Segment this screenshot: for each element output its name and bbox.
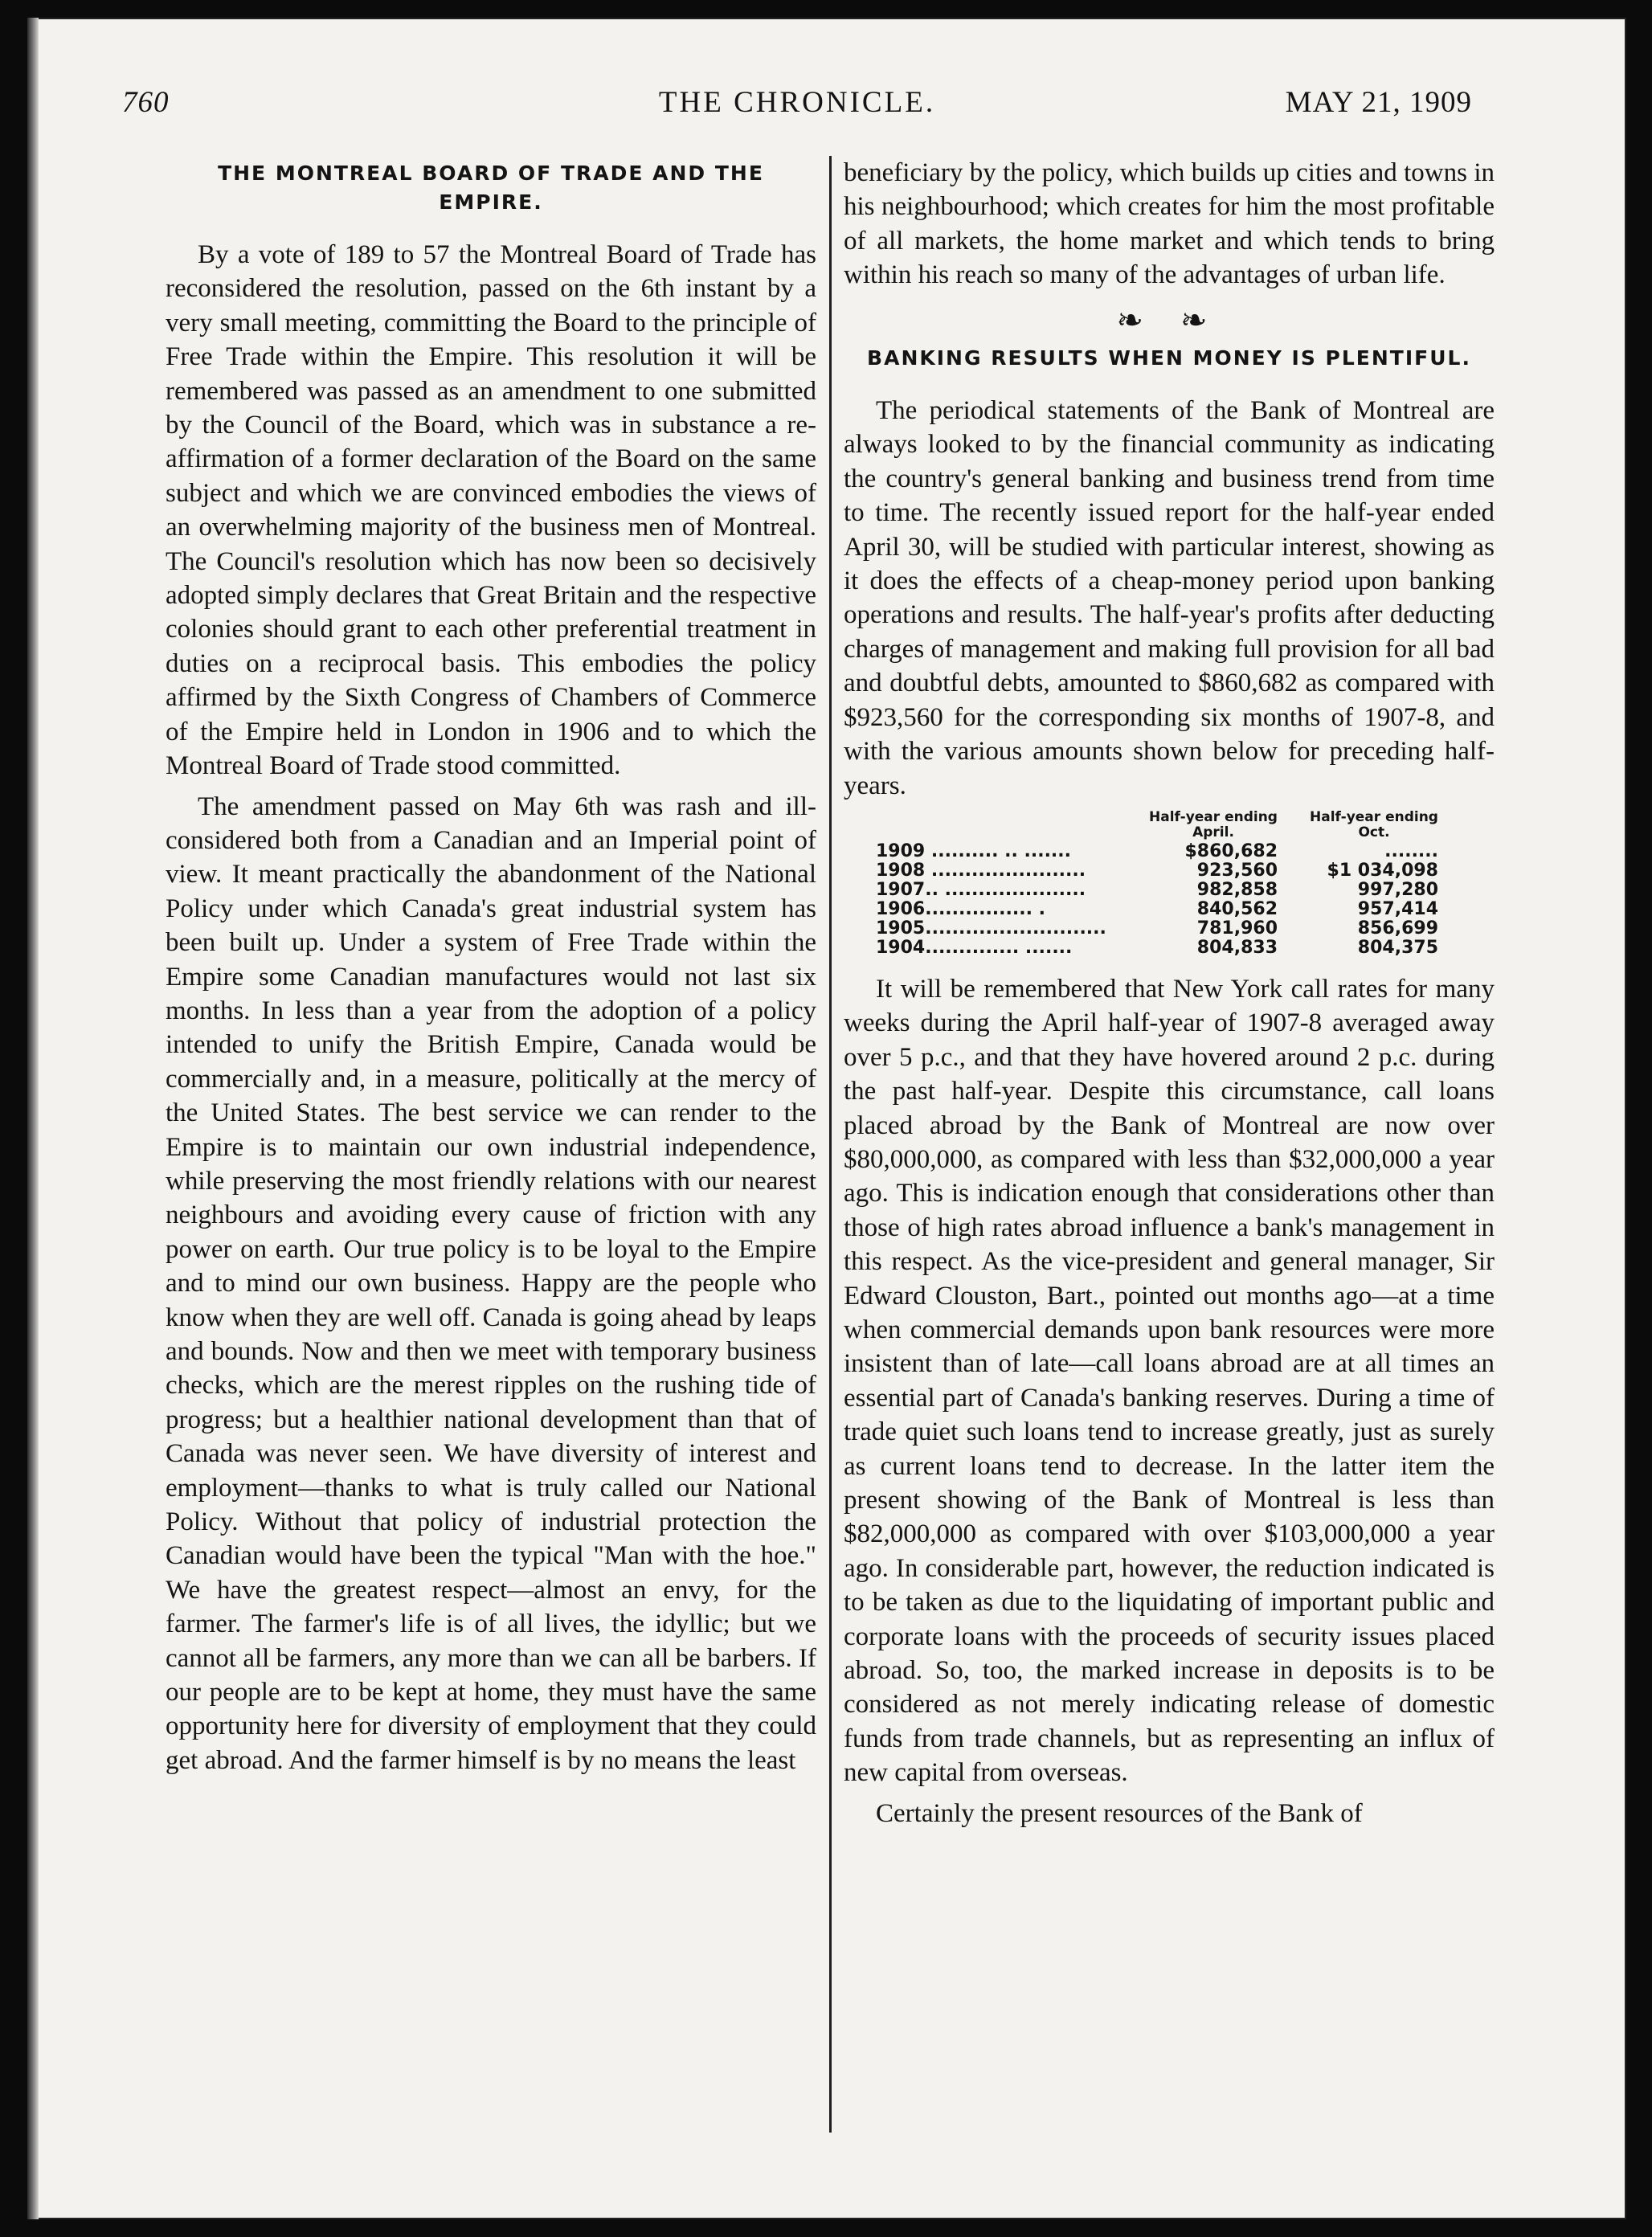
table-cell-october: 957,414 — [1357, 898, 1438, 919]
page-number: 760 — [122, 86, 170, 119]
table-cell-april: 982,858 — [1196, 879, 1278, 900]
table-row — [876, 939, 1454, 958]
table-cell-year: 1904.............. ....... — [876, 938, 1073, 958]
table-cell-april: 781,960 — [1196, 918, 1278, 939]
article-paragraph: Certainly the present resources of the Bank of — [876, 1798, 1363, 1828]
table-row — [876, 900, 1454, 919]
article-paragraph: By a vote of 189 to 57 the Montreal Board of Trade has reconsidered the resolution, passed on the 6th instant by a very small meeting, committing the Board to the principle of Free Trade within the Empire. This resolution it will be remembered was passed as an amendment to one submitted by the Council of the Board, which was in substance a re-affirmation of a former declaration of the Board on the same subject and which we are convinced embodies the views of an overwhelming majority of the business men of Montreal. The Council's resolution which has now been so decisively adopted simply declares that Great Britain and the respective colonies should grant to each other preferential treatment in duties on a reciprocal basis. This embodies the policy affirmed by the Sixth Congress of Chambers of Commerce of the Empire held in London in 1906 and to which the Montreal Board of Trade stood committed. — [166, 240, 816, 781]
page-header — [122, 85, 1472, 127]
table-header-april: Half-year ending April. — [1149, 808, 1278, 840]
right-column — [844, 156, 1495, 1837]
article-headline-banking-results: BANKING RESULTS WHEN MONEY IS PLENTIFUL. — [867, 346, 1471, 370]
article-headline-board-of-trade: THE MONTREAL BOARD OF TRADE AND THE EMPIRE. — [218, 162, 764, 214]
table-row — [876, 861, 1454, 881]
table-cell-october: ........ — [1384, 840, 1438, 861]
column-divider — [829, 156, 832, 2133]
table-row — [876, 842, 1454, 861]
publication-title: THE CHRONICLE. — [658, 86, 936, 119]
table-header-row — [876, 809, 1454, 842]
table-cell-october: 804,375 — [1357, 937, 1438, 958]
profits-table — [876, 809, 1454, 958]
table-cell-year: 1908 ....................... — [876, 861, 1086, 881]
article-paragraph: The amendment passed on May 6th was rash and ill-considered both from a Canadian and an Imperial point of view. It meant practically the abandonment of the National Policy under which Canada's great industrial system has been built up. Under a system of Free Trade within the Empire some Canadian manufactures would not last six months. In less than a year from the adoption of a policy intended to unify the British Empire, Canada would be commercially and, in a measure, politically at the mercy of the United States. The best service we can render to the Empire is to maintain our own industrial independence, while preserving the most friendly relations with our nearest neighbours and avoiding every cause of friction with any power on earth. Our true policy is to be loyal to the Empire and to mind our own business. Happy are the people who know when they are well off. Canada is going ahead by leaps and bounds. Now and then we meet with temporary business checks, which are the merest ripples on the rushing tide of progress; but a healthier national development than that of Canada was never seen. We have diversity of interest and employment—thanks to what is truly called our National Policy. Without that policy of industrial protection the Canadian would have been the typical "Man with the hoe." We have the greatest respect—almost an envy, for the farmer. The farmer's life is of all lives, the idyllic; but we cannot all be farmers, any more than we can all be barbers. If our people are to be kept at home, they must have the same opportunity here for diversity of employment that they could get abroad. And the farmer himself is by no means the least — [166, 791, 816, 1775]
table-cell-year: 1909 .......... .. ....... — [876, 841, 1071, 861]
table-row — [876, 919, 1454, 939]
table-cell-april: 923,560 — [1196, 860, 1278, 881]
issue-date: MAY 21, 1909 — [1285, 86, 1472, 119]
article-paragraph: The periodical statements of the Bank of Montreal are always looked to by the financial community as indicating the country's general banking and business trend from time to time. The recently issued report for the half-year ended April 30, will be studied with particular interest, showing as it does the effects of a cheap-money period upon banking operations and results. The half-year's profits after deducting charges of management and making full provision for all bad and doubtful debts, amounted to $860,682 as compared with $923,560 for the corresponding six months of 1907-8, and with the various amounts shown below for preceding half-years. — [844, 396, 1495, 800]
table-cell-year: 1905........................... — [876, 918, 1106, 939]
newspaper-page — [27, 18, 1626, 2219]
section-ornament: ❧ ❧ — [1116, 301, 1222, 338]
table-cell-april: $860,682 — [1184, 840, 1278, 861]
left-column — [166, 156, 816, 1784]
article-continuation: beneficiary by the policy, which builds up cities and towns in his neighbourhood; which creates for him the most profitable of all markets, the home market and which tends to bring within his reach so many of the advantages of urban life. — [844, 158, 1495, 290]
table-header-october: Half-year ending Oct. — [1310, 808, 1438, 840]
table-header-year — [876, 809, 1133, 842]
table-cell-year: 1907.. ..................... — [876, 880, 1086, 900]
table-cell-october: 997,280 — [1357, 879, 1438, 900]
table-cell-october: $1 034,098 — [1327, 860, 1438, 881]
page-binding-edge — [27, 18, 39, 2219]
table-cell-october: 856,699 — [1357, 918, 1438, 939]
table-cell-april: 804,833 — [1196, 937, 1278, 958]
table-row — [876, 881, 1454, 900]
table-cell-april: 840,562 — [1196, 898, 1278, 919]
table-cell-year: 1906................ . — [876, 899, 1045, 919]
article-paragraph: It will be remembered that New York call rates for many weeks during the April half-year of 1907-8 averaged away over 5 p.c., and that they have hovered around 2 p.c. during the past half-year. Despite this circumstance, call loans placed abroad by the Bank of Montreal are now over $80,000,000, as compared with less than $32,000,000 a year ago. This is indication enough that considerations other than those of high rates abroad influence a bank's management in this respect. As the vice-president and general manager, Sir Edward Clouston, Bart., pointed out months ago—at a time when commercial demands upon bank resources were more insistent than of late—call loans abroad are at all times an essential part of Canada's banking reserves. During a time of trade quiet such loans tend to increase greatly, just as surely as current loans tend to decrease. In the latter item the present showing of the Bank of Montreal is less than $82,000,000 as compared with over $103,000,000 a year ago. In considerable part, however, the reduction indicated is to be taken as due to the liquidating of important public and corporate loans with the proceeds of security issues placed abroad. So, too, the marked increase in deposits is to be considered as not merely indicating release of domestic funds from trade channels, but as representing an influx of new capital from overseas. — [844, 974, 1495, 1788]
